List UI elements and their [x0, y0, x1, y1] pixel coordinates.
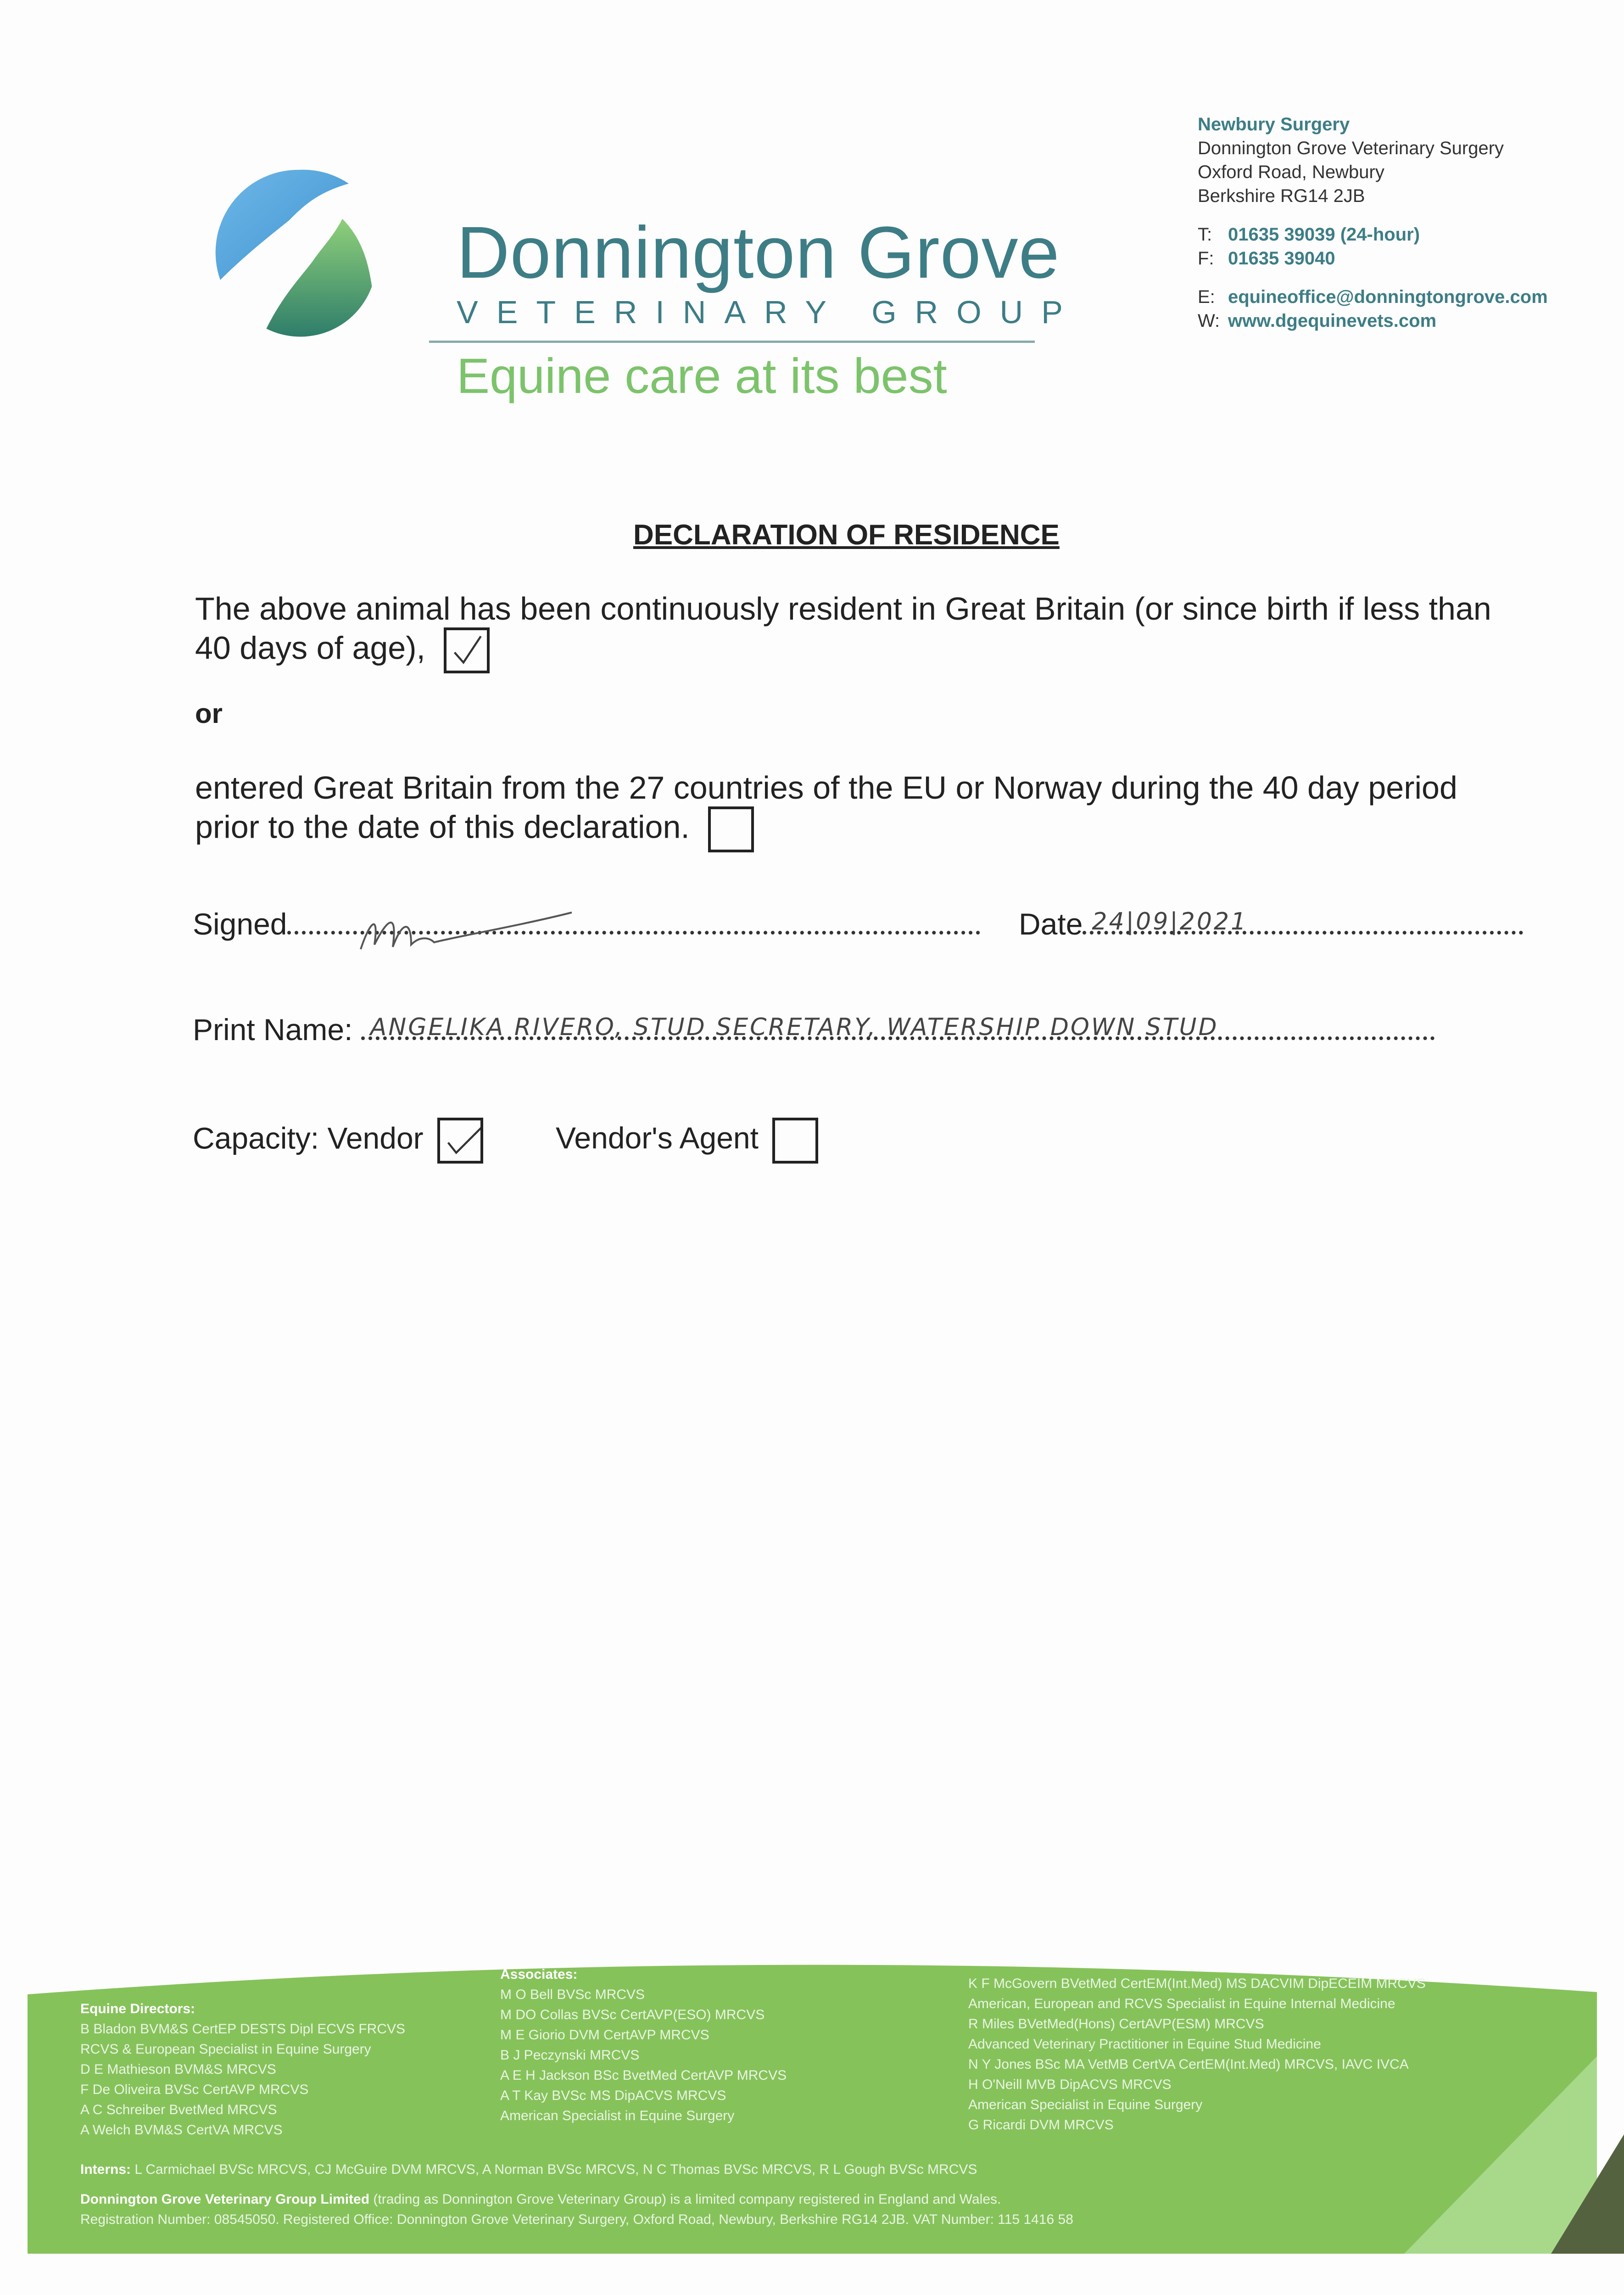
associates-heading: Associates:: [500, 1967, 578, 1982]
fax-value: 01635 39040: [1228, 248, 1335, 269]
address-line: Oxford Road, Newbury: [1198, 162, 1384, 182]
date-field: [1019, 907, 1523, 941]
tel-label: T:: [1198, 224, 1212, 245]
vendors-agent-checkbox[interactable]: [772, 1118, 818, 1164]
interns-list: L Carmichael BVSc MRCVS, CJ McGuire DVM MRCVS, A Norman BVSc MRCVS, N C Thomas BVSc MRCVS, R L Gough BVSc MRCVS: [134, 2162, 977, 2177]
signed-label: Signed: [193, 907, 287, 941]
print-name-label: Print Name:: [193, 1013, 353, 1047]
company-name: Donnington Grove Veterinary Group Limited: [80, 2192, 370, 2207]
declaration-title: DECLARATION OF RESIDENCE: [633, 519, 1060, 551]
entered-line: prior to the date of this declaration.: [195, 809, 690, 845]
checkmark-icon: [440, 1120, 480, 1161]
associate-entry: B J Peczynski MRCVS: [500, 2048, 640, 2063]
or-label: or: [195, 698, 223, 729]
directors-heading: Equine Directors:: [80, 2001, 195, 2016]
specialist-entry: G Ricardi DVM MRCVS: [968, 2117, 1114, 2133]
org-subtitle: VETERINARY GROUP: [457, 294, 1081, 330]
director-entry: A Welch BVM&S CertVA MRCVS: [80, 2122, 283, 2138]
director-entry: A C Schreiber BvetMed MRCVS: [80, 2102, 277, 2117]
company-text: (trading as Donnington Grove Veterinary Group) is a limited company registered in England and Wales.: [373, 2192, 1001, 2207]
org-name: Donnington Grove: [457, 211, 1060, 293]
director-entry: D E Mathieson BVM&S MRCVS: [80, 2062, 276, 2077]
date-value: 24|09|2021: [1092, 908, 1248, 935]
associate-entry: M O Bell BVSc MRCVS: [500, 1987, 645, 2002]
resident-line: The above animal has been continuously resident in Great Britain (or since birth if less than: [195, 591, 1491, 627]
specialist-entry: American Specialist in Equine Surgery: [968, 2097, 1203, 2112]
capacity-label: Capacity: Vendor: [193, 1121, 424, 1155]
logo-icon: [211, 165, 385, 340]
resident-checkbox[interactable]: [444, 627, 490, 673]
entered-paragraph: [195, 769, 1480, 852]
specialist-entry: H O'Neill MVB DipACVS MRCVS: [968, 2077, 1172, 2092]
associate-entry: American Specialist in Equine Surgery: [500, 2108, 735, 2123]
interns-line: [80, 2160, 977, 2180]
specialist-entry: R Miles BVetMed(Hons) CertAVP(ESM) MRCVS: [968, 2016, 1264, 2032]
tagline: Equine care at its best: [457, 348, 947, 403]
email-label: E:: [1198, 287, 1215, 307]
contact-block: [1198, 112, 1602, 333]
address-line: Berkshire RG14 2JB: [1198, 186, 1365, 206]
logo-divider: [429, 341, 1035, 343]
director-entry: RCVS & European Specialist in Equine Surgery: [80, 2042, 371, 2057]
directors-block: [80, 1999, 405, 2140]
print-name-field: [193, 1012, 1435, 1047]
director-entry: F De Oliveira BVSc CertAVP MRCVS: [80, 2082, 309, 2097]
associate-entry: A E H Jackson BSc BvetMed CertAVP MRCVS: [500, 2068, 787, 2083]
email-link[interactable]: equineoffice@donningtongrove.com: [1228, 287, 1548, 307]
director-entry: B Bladon BVM&S CertEP DESTS Dipl ECVS FRCVS: [80, 2021, 406, 2037]
specialist-entry: K F McGovern BVetMed CertEM(Int.Med) MS DACVIM DipECEIM MRCVS: [968, 1976, 1426, 1991]
tel-value: 01635 39039 (24-hour): [1228, 224, 1420, 245]
vendor-checkbox[interactable]: [437, 1118, 483, 1164]
specialist-entry: Advanced Veterinary Practitioner in Equine Stud Medicine: [968, 2037, 1321, 2052]
entered-line: entered Great Britain from the 27 countries of the EU or Norway during the 40 day period: [195, 770, 1457, 806]
signature-icon: [342, 894, 581, 963]
resident-line: 40 days of age),: [195, 630, 425, 666]
surgery-name: Newbury Surgery: [1198, 114, 1350, 134]
company-line: [80, 2189, 1001, 2210]
specialist-entry: N Y Jones BSc MA VetMB CertVA CertEM(Int.Med) MRCVS, IAVC IVCA: [968, 2057, 1409, 2072]
signed-field: [193, 907, 980, 941]
specialists-block: [968, 1974, 1426, 2135]
signature-line[interactable]: [287, 931, 980, 935]
specialist-entry: American, European and RCVS Specialist in Equine Internal Medicine: [968, 1996, 1395, 2011]
address-line: Donnington Grove Veterinary Surgery: [1198, 138, 1504, 158]
entered-checkbox[interactable]: [708, 806, 754, 852]
associates-block: [500, 1965, 787, 2126]
associate-entry: M E Giorio DVM CertAVP MRCVS: [500, 2027, 709, 2043]
associate-entry: A T Kay BVSc MS DipACVS MRCVS: [500, 2088, 726, 2103]
print-name-line[interactable]: [361, 1013, 1435, 1041]
web-label: W:: [1198, 311, 1220, 331]
date-line[interactable]: [1083, 908, 1523, 935]
associate-entry: M DO Collas BVSc CertAVP(ESO) MRCVS: [500, 2007, 765, 2022]
checkmark-icon: [446, 630, 487, 671]
capacity-field: [193, 1118, 818, 1164]
date-label: Date: [1019, 907, 1083, 941]
vendors-agent-label: Vendor's Agent: [555, 1121, 759, 1155]
registration-line: Registration Number: 08545050. Registered Office: Donnington Grove Veterinary Surgery, Oxford Road, Newbury, Berkshire RG14 2JB. VAT Number: 115 1416 58: [80, 2212, 1073, 2227]
resident-paragraph: [195, 590, 1491, 673]
fax-label: F:: [1198, 248, 1214, 269]
print-name-value: ANGELIKA RIVERO, STUD SECRETARY, WATERSHIP DOWN STUD: [370, 1013, 1219, 1041]
interns-label: Interns:: [80, 2162, 131, 2177]
web-link[interactable]: www.dgequinevets.com: [1228, 311, 1437, 331]
